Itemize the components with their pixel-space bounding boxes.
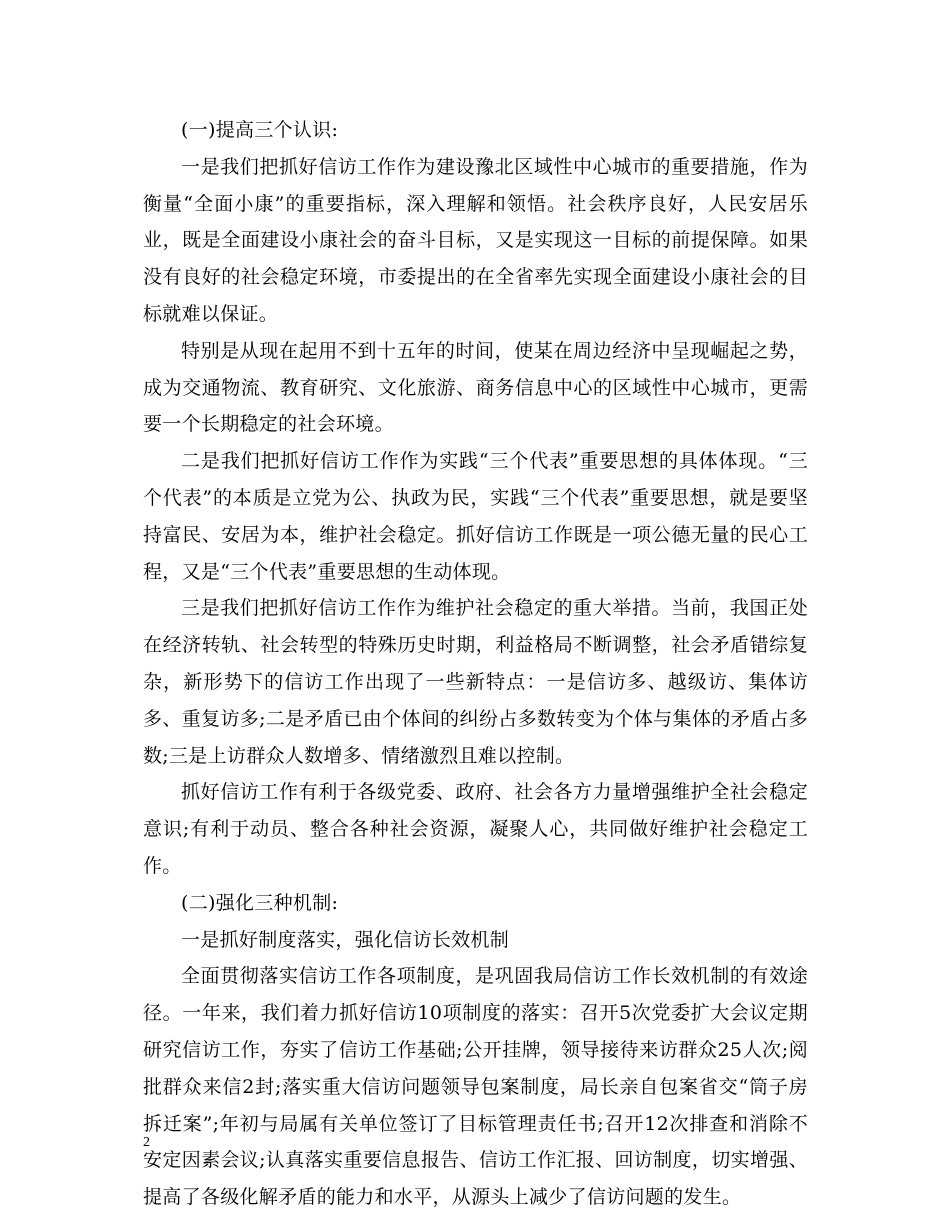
- document-body: [143, 112, 808, 1216]
- paragraph: 全面贯彻落实信访工作各项制度，是巩固我局信访工作长效机制的有效途径。一年来，我们着力抓好信访10项制度的落实：召开5次党委扩大会议定期研究信访工作，夯实了信访工作基础;公开挂牌，领导接待来访群众25人次;阅批群众来信2封;落实重大信访问题领导包案制度，局长亲自包案省交“筒子房拆迁案”;年初与局属有关单位签订了目标管理责任书;召开12次排查和消除不安定因素会议;认真落实重要信息报告、信访工作汇报、回访制度，切实增强、提高了各级化解矛盾的能力和水平，从源头上减少了信访问题的发生。: [143, 965, 808, 1209]
- paragraph: 抓好信访工作有利于各级党委、政府、社会各方力量增强维护全社会稳定意识;有利于动员、整合各种社会资源，凝聚人心，共同做好维护社会稳定工作。: [143, 781, 808, 877]
- section-heading-1: (一)提高三个认识:: [181, 119, 339, 141]
- paragraph: 一是我们把抓好信访工作作为建设豫北区域性中心城市的重要措施，作为衡量“全面小康”的重要指标，深入理解和领悟。社会秩序良好，人民安居乐业，既是全面建设小康社会的奋斗目标，又是实现这一目标的前提保障。如果没有良好的社会稳定环境，市委提出的在全省率先实现全面建设小康社会的目标就难以保证。: [143, 155, 808, 325]
- paragraph: 特别是从现在起用不到十五年的时间，使某在周边经济中呈现崛起之势，成为交通物流、教育研究、文化旅游、商务信息中心的区域性中心城市，更需要一个长期稳定的社会环境。: [143, 339, 808, 436]
- paragraph: 二是我们把抓好信访工作作为实践“三个代表”重要思想的具体体现。“三个代表”的本质是立党为公、执政为民，实践“三个代表”重要思想，就是要坚持富民、安居为本，维护社会稳定。抓好信访工作既是一项公德无量的民心工程，又是“三个代表”重要思想的生动体现。: [143, 450, 808, 583]
- page-number: 2: [143, 1135, 150, 1150]
- section-heading-2: (二)强化三种机制:: [181, 891, 339, 914]
- paragraph: 三是我们把抓好信访工作作为维护社会稳定的重大举措。当前，我国正处在经济转轨、社会转型的特殊历史时期，利益格局不断调整，社会矛盾错综复杂，新形势下的信访工作出现了一些新特点：一是信访多、越级访、集体访多、重复访多;二是矛盾已由个体间的纠纷占多数转变为个体与集体的矛盾占多数;三是上访群众人数增多、情绪激烈且难以控制。: [143, 597, 808, 767]
- subsection-heading: 一是抓好制度落实，强化信访长效机制: [181, 928, 510, 951]
